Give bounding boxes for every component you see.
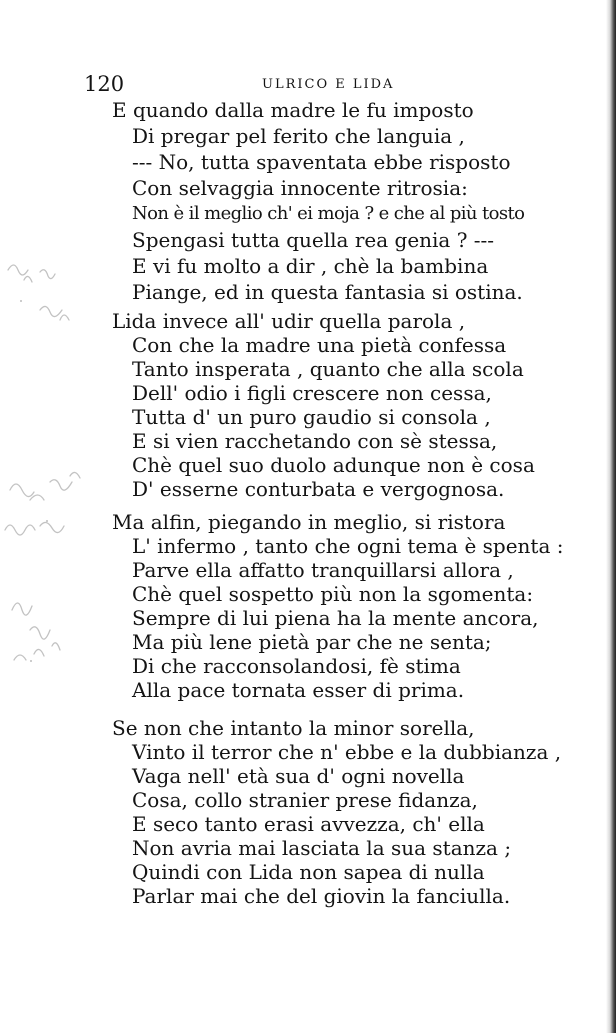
verse-line: Di pregar pel ferito che languia , <box>132 124 465 148</box>
verse-line: --- No, tutta spaventata ebbe risposto <box>132 150 511 174</box>
verse-line: E vi fu molto a dir , chè la bambina <box>132 254 489 278</box>
paper-speck <box>30 660 32 662</box>
verse-line: Con che la madre una pietà confessa <box>132 333 507 357</box>
verse-line: Con selvaggia innocente ritrosia: <box>132 176 468 200</box>
paper-speck <box>46 520 48 522</box>
verse-line: L' infermo , tanto che ogni tema è spenta : <box>132 534 564 558</box>
verse-line: Tutta d' un puro gaudio si consola , <box>132 405 491 429</box>
scribble-stroke <box>10 472 80 500</box>
scribble-stroke <box>12 603 50 639</box>
verse-line: Piange, ed in questa fantasia si ostina. <box>132 280 523 304</box>
verse-line: E si vien racchetando con sè stessa, <box>132 429 498 453</box>
page-header <box>0 72 616 96</box>
page-edge-shadow <box>606 0 616 1033</box>
verse-line: Lida invece all' udir quella parola , <box>112 309 466 333</box>
verse-line: Alla pace tornata esser di prima. <box>132 678 465 702</box>
marginalia-scribbles <box>0 250 110 950</box>
verse-line: Chè quel suo duolo adunque non è cosa <box>132 453 535 477</box>
verse-line: Sempre di lui piena ha la mente ancora, <box>132 606 539 630</box>
verse-line: Quindi con Lida non sapea di nulla <box>132 860 485 884</box>
verse-line: Di che racconsolandosi, fè stima <box>132 654 461 678</box>
verse-line: D' esserne conturbata e vergognosa. <box>132 477 505 501</box>
verse-line: Chè quel sospetto più non la sgomenta: <box>132 582 534 606</box>
verse-line: Non è il meglio ch' ei moja ? e che al più tosto <box>132 203 525 224</box>
verse-line: E seco tanto erasi avvezza, ch' ella <box>132 812 485 836</box>
verse-line: Non avria mai lasciata la sua stanza ; <box>132 836 512 860</box>
scribble-stroke <box>8 265 55 282</box>
page-number: 120 <box>84 72 125 96</box>
verse-line: Parlar mai che del giovin la fanciulla. <box>132 884 511 908</box>
scribble-stroke <box>40 306 69 320</box>
verse-line: Ma più lene pietà par che ne senta; <box>132 630 492 654</box>
verse-line: E quando dalla madre le fu imposto <box>112 98 474 122</box>
running-title: ULRICO E LIDA <box>262 77 395 92</box>
verse-line: Parve ella affatto tranquillarsi allora , <box>132 558 514 582</box>
verse-line: Spengasi tutta quella rea genia ? --- <box>132 228 495 252</box>
verse-line: Se non che intanto la minor sorella, <box>112 716 475 740</box>
verse-line: Vaga nell' età sua d' ogni novella <box>132 764 465 788</box>
verse-line: Tanto insperata , quanto che alla scola <box>132 357 524 381</box>
scribble-stroke <box>14 643 60 660</box>
verse-line: Dell' odio i figli crescere non cessa, <box>132 381 492 405</box>
paper-speck <box>20 300 22 302</box>
verse-line: Ma alfin, piegando in meglio, si ristora <box>112 510 506 534</box>
scribble-stroke <box>5 522 64 535</box>
verse-line: Vinto il terror che n' ebbe e la dubbianza , <box>132 740 562 764</box>
verse-line: Cosa, collo stranier prese fidanza, <box>132 788 478 812</box>
